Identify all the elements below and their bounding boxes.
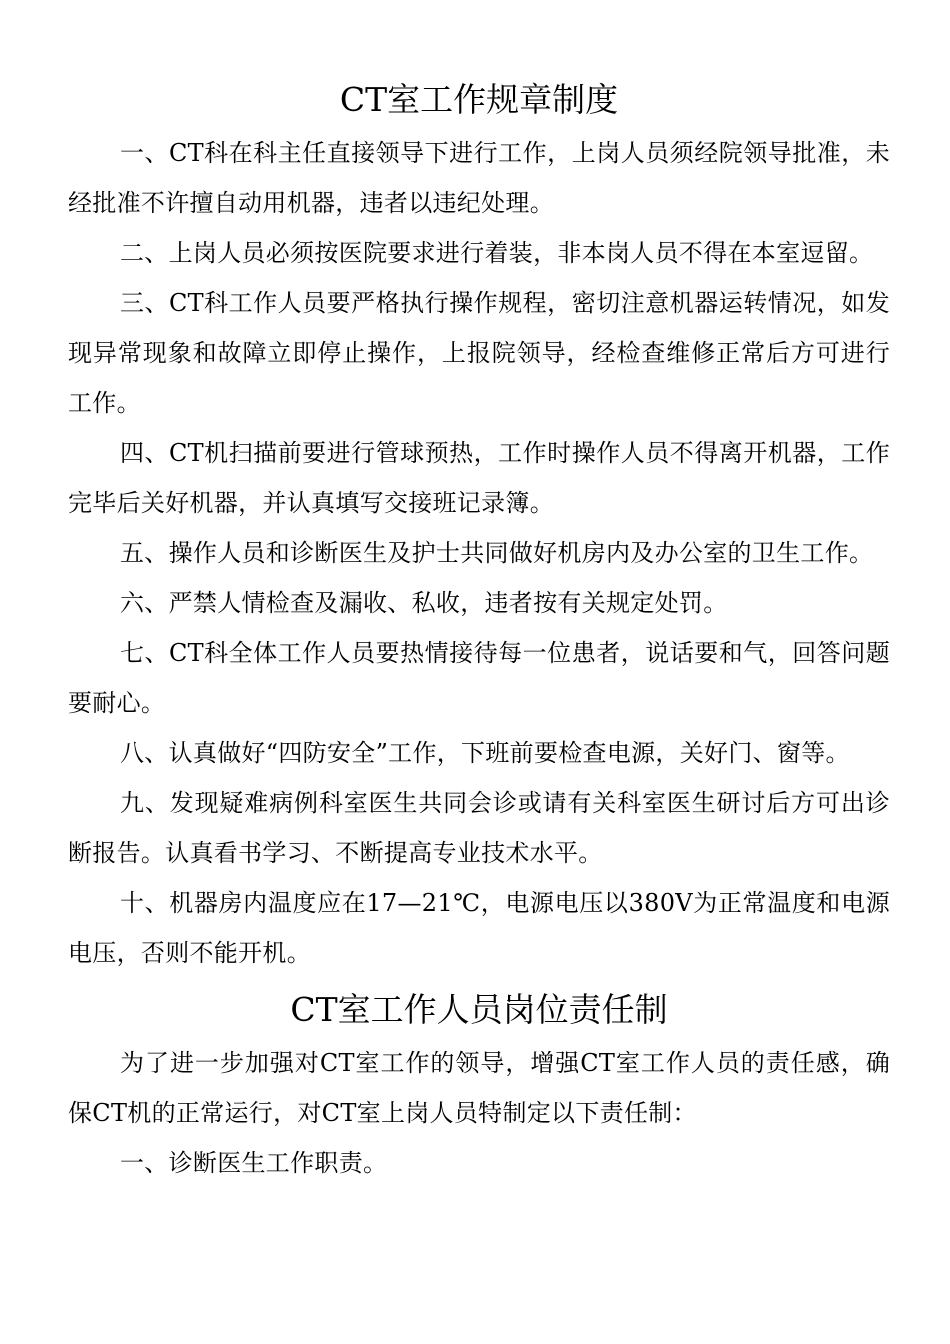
rule-paragraph-8: 八、认真做好“四防安全”工作，下班前要检查电源，关好门、窗等。 [120, 739, 850, 767]
responsibility-section-1: 一、诊断医生工作职责。 [120, 1149, 388, 1177]
rule-paragraph-7: 七、CT科全体工作人员要热情接待每一位患者，说话要和气，回答问题要耐心。 [68, 639, 890, 717]
rule-paragraph-1: 一、CT科在科主任直接领导下进行工作，上岗人员须经院领导批准，未经批准不许擅自动用机器，违者以违纪处理。 [68, 139, 890, 217]
rule-paragraph-4: 四、CT机扫描前要进行管球预热，工作时操作人员不得离开机器，工作完毕后关好机器，并认真填写交接班记录簿。 [68, 439, 890, 517]
rule-paragraph-3: 三、CT科工作人员要严格执行操作规程，密切注意机器运转情况，如发现异常现象和故障立即停止操作，上报院领导，经检查维修正常后方可进行工作。 [68, 289, 890, 417]
rule-paragraph-9: 九、发现疑难病例科室医生共同会诊或请有关科室医生研讨后方可出诊断报告。认真看书学习、不断提高专业技术水平。 [68, 789, 890, 867]
rule-paragraph-10: 十、机器房内温度应在17—21℃，电源电压以380V为正常温度和电源电压，否则不能开机。 [68, 889, 890, 967]
rule-paragraph-6: 六、严禁人情检查及漏收、私收，违者按有关规定处罚。 [120, 589, 728, 617]
document-title-rules: CT室工作规章制度 [339, 80, 619, 119]
rule-paragraph-2: 二、上岗人员必须按医院要求进行着装，非本岗人员不得在本室逗留。 [120, 239, 874, 267]
document-title-responsibility: CT室工作人员岗位责任制 [290, 990, 668, 1029]
document-page [68, 72, 890, 1188]
rule-paragraph-5: 五、操作人员和诊断医生及护士共同做好机房内及办公室的卫生工作。 [120, 539, 874, 567]
responsibility-intro: 为了进一步加强对CT室工作的领导，增强CT室工作人员的责任感，确保CT机的正常运行，对CT室上岗人员特制定以下责任制： [68, 1049, 890, 1127]
